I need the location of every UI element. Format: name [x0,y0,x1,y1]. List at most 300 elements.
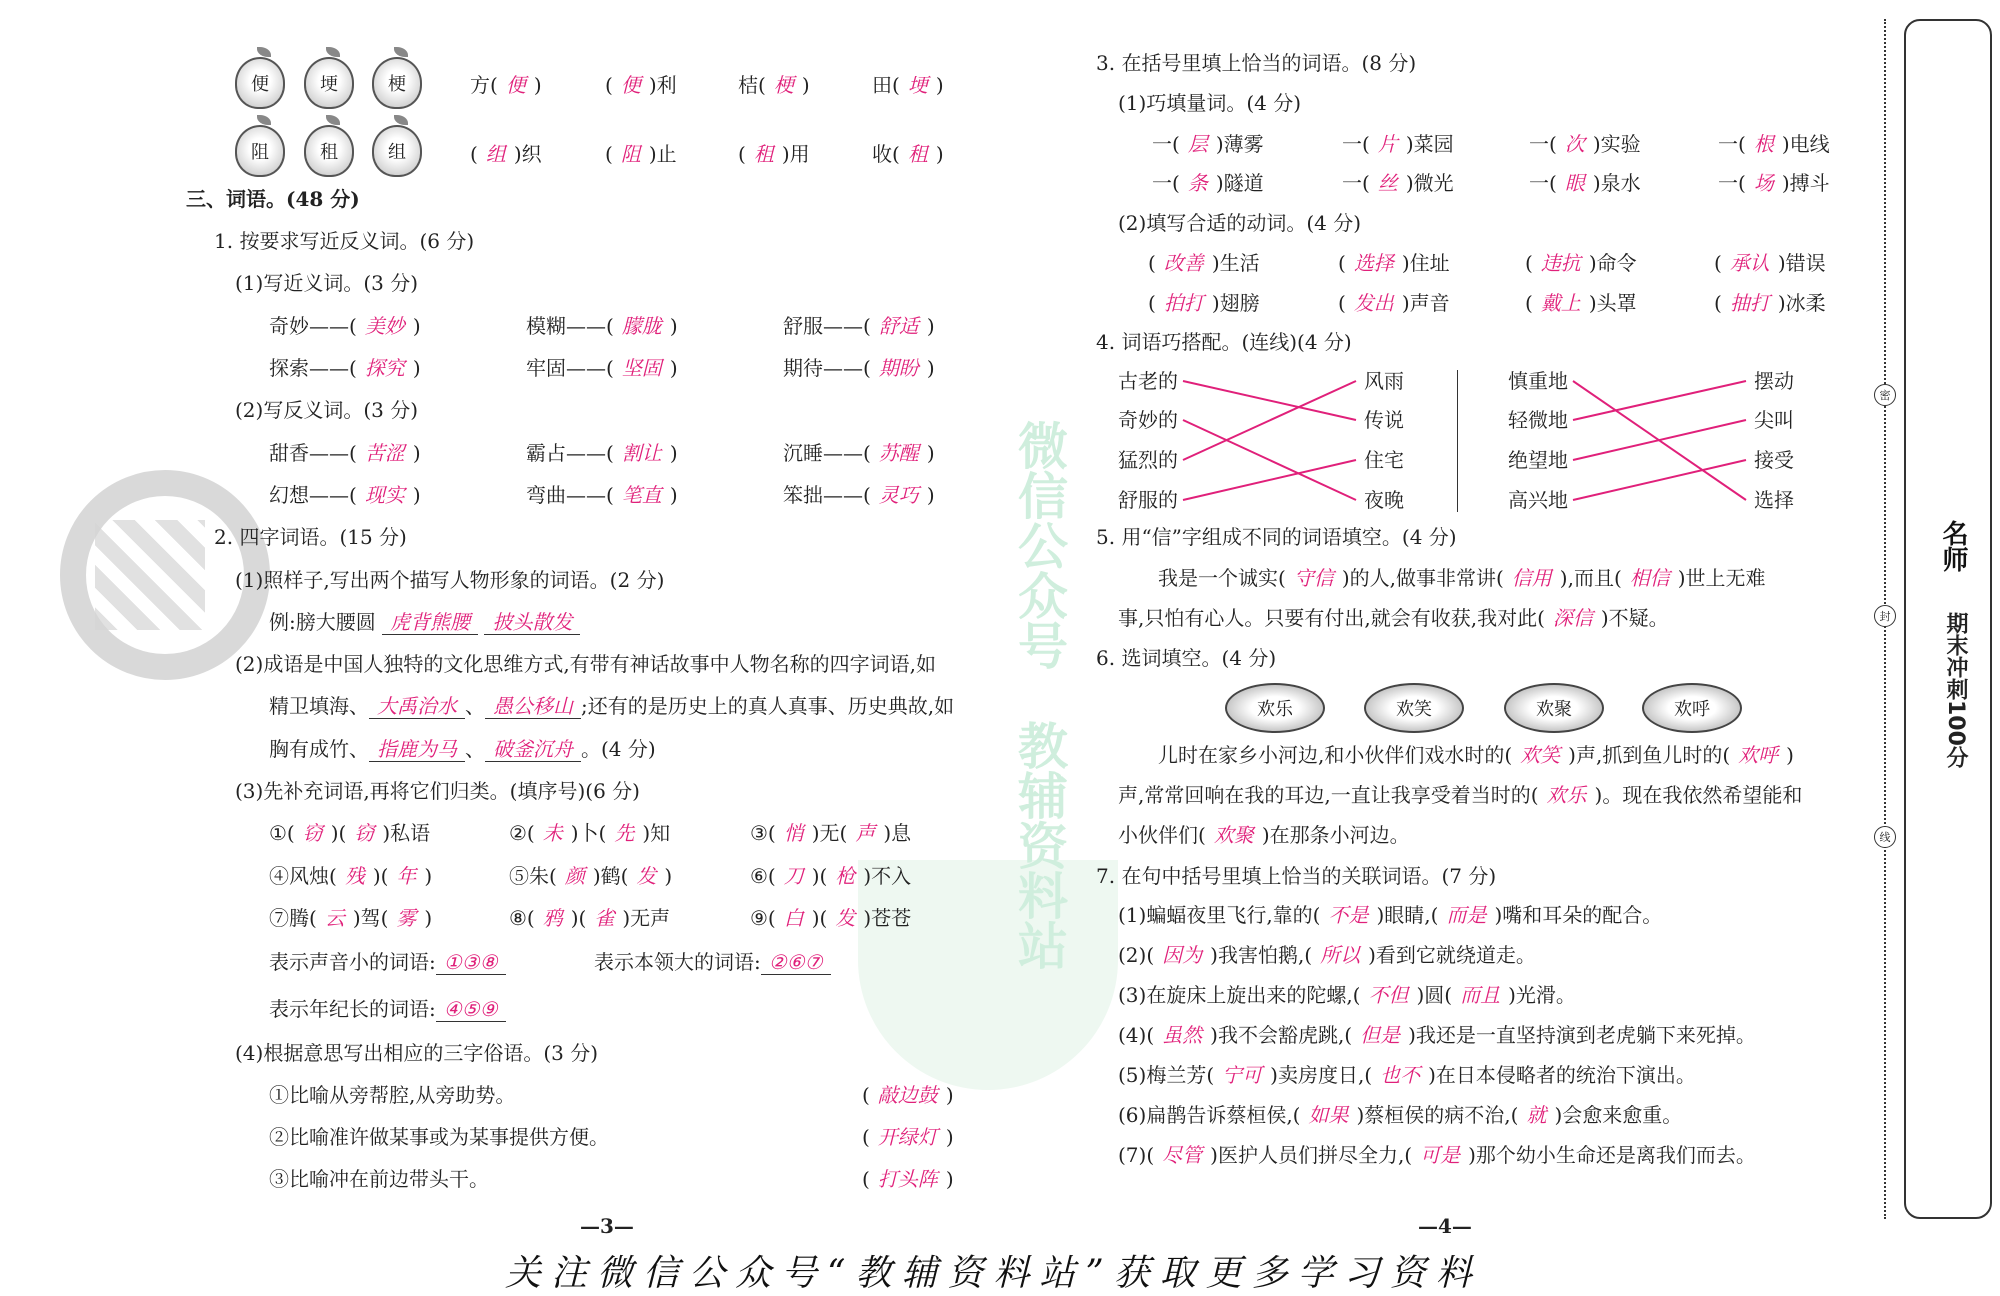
match-line [1183,381,1356,420]
answer-text: 便 [620,73,641,97]
static-text: )翅膀 [1211,291,1260,315]
static-text: )圆( [1416,983,1453,1007]
static-text: 奇妙——( [269,314,357,338]
apple-char-icon: 便 [235,57,285,109]
static-text: ( [1714,251,1722,275]
answer-text: 未 [542,821,563,845]
static-text: )嘴和耳朵的配合。 [1494,903,1663,927]
paragraph-line [1118,782,1802,808]
answer-text: 先 [614,821,635,845]
conjunction-item [1118,1022,1756,1048]
static-text: ⑦腾( [269,906,317,930]
answer-text: ④⑤⑨ [436,997,506,1022]
static-text: 表示声音小的词语: [269,950,436,974]
synonym-item [783,355,935,381]
static-text: ) [926,441,935,465]
subquestion-title: (1)照样子,写出两个描写人物形象的词语。(2 分) [235,568,665,592]
static-text: ;还有的是历史上的真人真事、历史典故,如 [581,694,955,718]
static-text: ) [669,483,678,507]
answer-text: 割让 [621,441,662,465]
answer-text: 眼 [1564,171,1585,195]
answer-text: 苏醒 [878,441,919,465]
static-text: 事,只怕有心人。只要有付出,就会有收获,我对此( [1118,606,1545,630]
page-number-right: —4— [1418,1214,1472,1238]
answer-text: 根 [1753,132,1774,156]
subquestion-title: (2)成语是中国人独特的文化思维方式,有带有神话故事中人物名称的四字词语,如 [235,652,937,676]
answer-text: 欢聚 [1213,823,1254,847]
char-fill-item [872,72,944,98]
static-text: 田( [872,73,900,97]
answer-text: 抽打 [1729,291,1770,315]
static-text: ) [412,483,421,507]
watermark-text: 微信公众号 [1010,420,1068,670]
answer-text: 因为 [1162,943,1203,967]
static-text: 霸占——( [526,441,614,465]
static-text: ( [1525,291,1533,315]
answer-text: 舒适 [878,314,919,338]
answer-text: 披头散发 [484,610,580,635]
static-text: 甜香——( [269,441,357,465]
match-left-word: 奇妙的 [1118,408,1178,432]
answer-text: 守信 [1293,566,1334,590]
answer-text: 欢乐 [1546,783,1587,807]
static-text: )驾( [352,906,389,930]
match-right-word: 风雨 [1364,369,1404,393]
static-text: ) [669,314,678,338]
static-text: 一( [1152,132,1180,156]
idiom-item [509,863,672,889]
subquestion-title: (2)写反义词。(3 分) [235,398,419,422]
match-right-word: 尖叫 [1754,408,1794,432]
answer-text: 发 [636,864,657,888]
static-text: 一( [1718,171,1746,195]
static-text: ) [669,356,678,380]
synonym-item [783,313,935,339]
answer-text: 敲边鼓 [877,1083,938,1107]
answer-text: 窃 [354,821,375,845]
static-text: ) [664,864,673,888]
static-text: )在那条小河边。 [1261,823,1410,847]
static-text: )利 [648,73,677,97]
static-text: ③( [750,821,776,845]
static-text: (3)在旋床上旋出来的陀螺,( [1118,983,1361,1007]
static-text: 儿时在家乡小河边,和小伙伴们戏水时的( [1158,743,1513,767]
match-left-word: 绝望地 [1508,448,1568,472]
static-text: )的人,做事非常讲( [1341,566,1504,590]
static-text: )止 [648,142,677,166]
answer-text: 灵巧 [878,483,919,507]
answer-text: 破釜沉舟 [485,737,581,762]
static-text: 表示本领大的词语: [594,950,761,974]
static-text: 探索——( [269,356,357,380]
answer-text: 片 [1377,132,1398,156]
static-text: ⑨( [750,906,776,930]
answer-text: 欢呼 [1738,743,1779,767]
verb-item [1525,250,1637,276]
static-text: )菜园 [1405,132,1454,156]
brand-logo: 名师 [1938,520,1968,572]
answer-text: 残 [344,864,365,888]
match-right-word: 接受 [1754,448,1794,472]
static-text: ( [605,73,613,97]
static-text: ( [1338,251,1346,275]
answer-text: 而是 [1446,903,1487,927]
answer-text: 大禹治水 [369,694,465,719]
word-cloud-option: 欢聚 [1504,683,1604,733]
classification-line [269,949,506,975]
example-line [269,609,580,635]
verb-item [1148,250,1260,276]
answer-text: 宁可 [1222,1063,1263,1087]
static-text: ) [926,356,935,380]
answer-text: ②⑥⑦ [761,950,831,975]
char-fill-item [470,141,542,167]
synonym-item [526,313,678,339]
static-text: ),而且( [1559,566,1622,590]
synonym-item [526,355,678,381]
static-text: )声,抓到鱼儿时的( [1568,743,1731,767]
match-line [1183,381,1356,460]
static-text: ( [1338,291,1346,315]
static-text: )。现在我依然希望能和 [1594,783,1803,807]
answer-text: 声 [855,821,876,845]
measure-word-item [1342,131,1454,157]
answer-text: 悄 [783,821,804,845]
idiom-item [269,905,432,931]
measure-word-item [1718,131,1830,157]
static-text: 一( [1152,171,1180,195]
word-cloud-option: 欢笑 [1364,683,1464,733]
match-line [1573,420,1746,460]
static-text: ( [862,1083,870,1107]
static-text: ②( [509,821,535,845]
static-text: 一( [1529,132,1557,156]
char-fill-item [470,72,542,98]
answer-text: 承认 [1729,251,1770,275]
paragraph-line [1158,565,1766,591]
static-text: 一( [1718,132,1746,156]
static-text: )( [811,906,828,930]
static-text: )用 [781,142,810,166]
answer-text: 深信 [1552,606,1593,630]
static-text: 模糊——( [526,314,614,338]
antonym-item [526,482,678,508]
static-text: 小伙伴们( [1118,823,1206,847]
question-title: 3. 在括号里填上恰当的词语。(8 分) [1096,51,1417,75]
paragraph-line [1158,742,1794,768]
static-text: ) [669,441,678,465]
static-text: ) [412,314,421,338]
static-text: )无( [811,821,848,845]
answer-text: 相信 [1629,566,1670,590]
match-right-word: 传说 [1364,408,1404,432]
classification-line [594,949,831,975]
subquestion-title: (3)先补充词语,再将它们归类。(填序号)(6 分) [235,779,640,803]
saying-meaning: ②比喻准许做某事或为某事提供方便。 [269,1125,609,1149]
answer-text: 就 [1526,1103,1547,1127]
static-text: )不入 [863,864,912,888]
match-left-word: 轻微地 [1508,408,1568,432]
static-text: ④风烛( [269,864,337,888]
seal-mark: 封 [1874,605,1896,627]
answer-text: 年 [396,864,417,888]
subquestion-title: (4)根据意思写出相应的三字俗语。(3 分) [235,1041,599,1065]
match-right-word: 住宅 [1364,448,1404,472]
static-text: )世上无难 [1677,566,1766,590]
question-title: 7. 在句中括号里填上恰当的关联词语。(7 分) [1096,864,1497,888]
word-cloud-option: 欢乐 [1225,683,1325,733]
measure-word-item [1529,170,1641,196]
static-text: ) [801,73,810,97]
static-text: 一( [1342,132,1370,156]
static-text: 弯曲——( [526,483,614,507]
static-text: ( [862,1167,870,1191]
static-text: )蔡桓侯的病不治,( [1356,1103,1519,1127]
static-text: 。(4 分) [581,737,656,761]
static-text: )医护人员们拼尽全力,( [1210,1143,1413,1167]
answer-text: 白 [783,906,804,930]
saying-meaning: ①比喻从旁帮腔,从旁助势。 [269,1083,516,1107]
static-text: 精卫填海、 [269,694,369,718]
antonym-item [269,482,421,508]
answer-text: 便 [505,73,526,97]
antonym-item [783,440,935,466]
answer-text: 鸦 [542,906,563,930]
answer-text: 丝 [1377,171,1398,195]
static-text: )我不会豁虎跳,( [1210,1023,1353,1047]
static-text: ⑤朱( [509,864,557,888]
antonym-item [269,440,421,466]
idiom-item [269,820,430,846]
static-text: 一( [1529,171,1557,195]
answer-text: 虽然 [1162,1023,1203,1047]
static-text: ) [1786,743,1794,767]
answer-text: 虎背熊腰 [382,610,478,635]
seal-mark: 线 [1874,826,1896,848]
static-text: )电线 [1781,132,1830,156]
static-text: 收( [872,142,900,166]
static-text: ) [926,483,935,507]
static-text: )冰柔 [1777,291,1826,315]
char-fill-item [738,141,810,167]
static-text: )实验 [1592,132,1641,156]
static-text: )知 [642,821,671,845]
static-text: )鹤( [592,864,629,888]
match-left-word: 舒服的 [1118,488,1178,512]
match-line [1183,420,1356,500]
static-text: (4)( [1118,1023,1155,1047]
static-text: 例:膀大腰圆 [269,610,383,634]
paragraph-line [1118,822,1410,848]
answer-text: 颜 [564,864,585,888]
answer-text: 雀 [594,906,615,930]
static-text: (1)蝙蝠夜里飞行,靠的( [1118,903,1321,927]
synonym-item [269,313,421,339]
answer-text: 次 [1564,132,1585,156]
conjunction-item [1118,1102,1682,1128]
apple-char-icon: 组 [372,125,422,177]
static-text: )眼睛,( [1376,903,1439,927]
static-text: )隧道 [1215,171,1264,195]
answer-text: 尽管 [1162,1143,1203,1167]
char-fill-item [605,141,677,167]
answer-text: 发出 [1353,291,1394,315]
static-text: 胸有成竹、 [269,737,369,761]
static-text: ) [945,1125,954,1149]
subquestion-title: (1)写近义词。(3 分) [235,271,419,295]
static-text: ) [935,73,944,97]
answer-text: 朦胧 [621,314,662,338]
answer-text: 打头阵 [877,1167,938,1191]
static-text: )( [570,906,587,930]
conjunction-item [1118,1142,1756,1168]
verb-item [1714,290,1826,316]
answer-text: 而且 [1460,983,1501,1007]
paragraph-line [1118,605,1669,631]
answer-text: 如果 [1308,1103,1349,1127]
static-text: )私语 [382,821,431,845]
static-text: ⑥( [750,864,776,888]
answer-text: 苦涩 [364,441,405,465]
idiom-line [269,693,954,719]
static-text: )那个幼小生命还是离我们而去。 [1468,1143,1756,1167]
static-text: )看到它就绕道走。 [1368,943,1536,967]
static-text: )微光 [1405,171,1454,195]
subquestion-title: (1)巧填量词。(4 分) [1118,91,1302,115]
idiom-item [750,863,911,889]
measure-word-item [1718,170,1830,196]
answer-text: 阻 [620,142,641,166]
answer-text: 租 [753,142,774,166]
char-fill-item [605,72,677,98]
static-text: )不疑。 [1600,606,1669,630]
answer-text: 愚公移山 [485,694,581,719]
static-text: ) [412,356,421,380]
answer-text: 欢笑 [1520,743,1561,767]
verb-item [1338,250,1450,276]
idiom-item [509,820,670,846]
answer-text: 云 [324,906,345,930]
answer-text: 戴上 [1540,291,1581,315]
apple-char-icon: 梗 [372,57,422,109]
question-title: 1. 按要求写近反义词。(6 分) [214,229,475,253]
question-title: 6. 选词填空。(4 分) [1096,646,1277,670]
static-text: )光滑。 [1508,983,1576,1007]
static-text: )无声 [622,906,671,930]
static-text: )我还是一直坚持演到老虎躺下来死掉。 [1408,1023,1756,1047]
answer-text: 层 [1187,132,1208,156]
static-text: ) [945,1083,954,1107]
verb-item [1714,250,1826,276]
static-text: 舒服——( [783,314,871,338]
answer-text: 条 [1187,171,1208,195]
page-number-left: —3— [580,1214,634,1238]
answer-text: 可是 [1420,1143,1461,1167]
match-left-word: 古老的 [1118,369,1178,393]
static-text: 表示年纪长的词语: [269,997,436,1021]
verb-item [1525,290,1637,316]
answer-text: 不是 [1328,903,1369,927]
static-text: 桔( [738,73,766,97]
static-text: )卖房度日,( [1270,1063,1373,1087]
answer-text: 租 [907,142,928,166]
answer-text: 雾 [396,906,417,930]
static-text: 牢固——( [526,356,614,380]
antonym-item [526,440,678,466]
static-text: 幻想——( [269,483,357,507]
apple-char-icon: 埂 [304,57,354,109]
synonym-item [269,355,421,381]
static-text: )搏斗 [1781,171,1830,195]
answer-text: 信用 [1511,566,1552,590]
answer-text: 但是 [1360,1023,1401,1047]
static-text: )生活 [1211,251,1260,275]
answer-text: 枪 [835,864,856,888]
idiom-item [269,863,432,889]
static-text: ( [605,142,613,166]
answer-text: 埂 [907,73,928,97]
idiom-item [750,905,911,931]
static-text: ) [945,1167,954,1191]
match-line [1183,460,1356,500]
match-right-word: 夜晚 [1364,488,1404,512]
char-fill-item [872,141,944,167]
static-text: ( [1148,291,1156,315]
static-text: )在日本侵略者的统治下演出。 [1428,1063,1696,1087]
answer-text: 改善 [1163,251,1204,275]
static-text: )薄雾 [1215,132,1264,156]
match-left-word: 猛烈的 [1118,448,1178,472]
conjunction-item [1118,902,1662,928]
static-text: ①( [269,821,295,845]
static-text: ) [412,441,421,465]
antonym-item [783,482,935,508]
match-right-word: 摆动 [1754,369,1794,393]
static-text: (6)扁鹊告诉蔡桓侯,( [1118,1103,1301,1127]
question-title: 5. 用“信”字组成不同的词语填空。(4 分) [1096,525,1457,549]
verb-item [1148,290,1260,316]
section-title: 三、词语。(48 分) [186,187,360,211]
brand-subtitle: 期末冲刺100分 [1943,612,1968,768]
idiom-line [269,736,656,762]
subquestion-title: (2)填写合适的动词。(4 分) [1118,211,1362,235]
measure-word-item [1152,131,1264,157]
static-text: 一( [1342,171,1370,195]
answer-text: 不但 [1368,983,1409,1007]
footer-banner: 关注微信公众号“教辅资料站”获取更多学习资料 [505,1253,1482,1294]
apple-char-icon: 阻 [235,125,285,177]
static-text: (5)梅兰芳( [1118,1063,1215,1087]
match-left-word: 慎重地 [1508,369,1568,393]
static-text: ( [1525,251,1533,275]
word-cloud-option: 欢呼 [1642,683,1742,733]
measure-word-item [1529,131,1641,157]
static-text: ) [424,864,433,888]
answer-text: 发 [835,906,856,930]
static-text: )( [811,864,828,888]
answer-text: 所以 [1320,943,1361,967]
conjunction-item [1118,1062,1696,1088]
static-text: 、 [465,694,485,718]
answer-text: 现实 [364,483,405,507]
static-text: 沉睡——( [783,441,871,465]
match-line [1573,381,1746,420]
static-text: )住址 [1401,251,1450,275]
answer-text: 期盼 [878,356,919,380]
answer-text: 选择 [1353,251,1394,275]
watermark-text: 教辅资料站 [1010,720,1068,970]
static-text: 方( [470,73,498,97]
